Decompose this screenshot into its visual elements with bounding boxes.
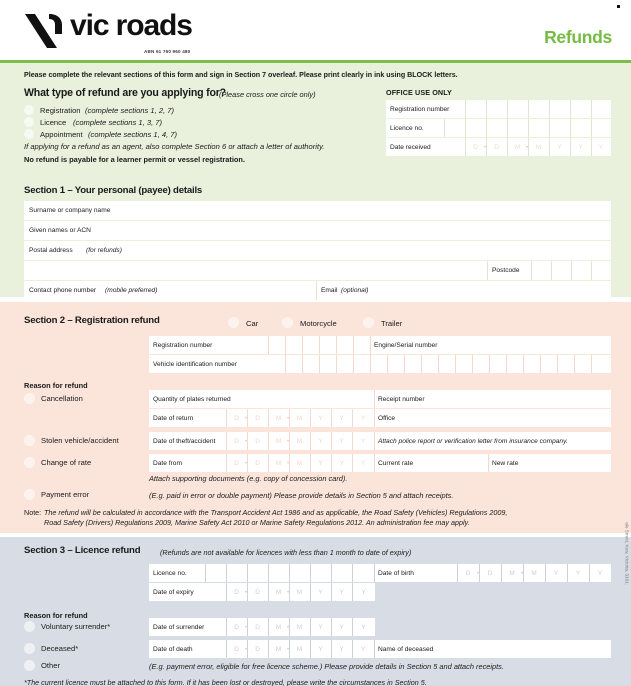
given-names-field[interactable] [24, 221, 611, 240]
engine-serial-label: Engine/Serial number [374, 342, 438, 349]
refund-type-question-hint: (Please cross one circle only) [219, 90, 316, 99]
dexp-y3: Y [361, 589, 366, 596]
section2-note-line1: The refund will be calculated in accordance with the Transport Accident Act 1986 and as applicable, the Road Safety (Vehicles) Regulations 2009, [44, 508, 508, 517]
radio-reason-stolen[interactable] [24, 435, 35, 446]
vicroads-wordmark: vic roads [70, 9, 192, 42]
reason-label-stolen: Stolen vehicle/accident [41, 436, 119, 445]
radio-voluntary-surrender[interactable] [24, 621, 35, 632]
section3-footnote: *The current licence must be attached to this form. If it has been lost or destroyed, please write the circumstances in Section 5. [24, 678, 427, 686]
supporting-docs-note: Attach supporting documents (e.g. copy of concession card). [149, 474, 348, 483]
office-licence-no-label: Licence no. [390, 125, 424, 132]
date-surrender-label: Date of surrender [153, 624, 205, 631]
no-refund-note: No refund is payable for a learner permit or vessel registration. [24, 155, 245, 164]
dob-m1: M [509, 570, 515, 577]
date-theft-label: Date of theft/accident [153, 438, 216, 445]
radio-vehicle-motorcycle[interactable] [282, 317, 293, 328]
dsur-m2: M [296, 624, 303, 631]
radio-deceased[interactable] [24, 643, 35, 654]
ddth-y3: Y [360, 646, 366, 653]
dfr-y3: Y [360, 460, 366, 467]
radio-appointment[interactable] [24, 129, 34, 139]
dth-d1: D [234, 438, 239, 445]
ddth-m1: M [275, 646, 282, 653]
reason-label-payment-error: Payment error [41, 490, 90, 499]
intro-instruction: Please complete the relevant sections of this form and sign in Section 7 overleaf. Please print clearly in ink using BLOCK letters. [24, 71, 458, 79]
dth-d2: D [255, 438, 260, 445]
option-label-licence: Licence [40, 118, 67, 127]
option-hint-licence: (complete sections 1, 3, 7) [73, 118, 163, 127]
dexp-m1: M [275, 589, 282, 596]
date-placeholder-y2: Y [578, 144, 583, 151]
dfr-m1: M [275, 460, 282, 467]
dth-m1: M [275, 438, 282, 445]
page-header [0, 0, 631, 60]
theft-attach-note: Attach police report or verification letter from insurance company. [378, 438, 568, 445]
option-label-appointment: Appointment [40, 130, 83, 139]
dret-y1: Y [318, 415, 323, 422]
option-label-registration: Registration [40, 106, 81, 115]
office-date-received-label: Date received [390, 144, 431, 151]
ddth-y2: Y [339, 646, 344, 653]
email-hint: (optional) [341, 287, 369, 294]
dret-d1: D [234, 415, 239, 422]
dfr-d2: D [255, 460, 260, 467]
dfr-d1: D [234, 460, 239, 467]
postcode-label: Postcode [492, 267, 520, 274]
refund-type-question: What type of refund are you applying for? [24, 87, 226, 99]
quantity-plates-label: Quantity of plates returned [153, 396, 231, 403]
vehicle-label-car: Car [246, 319, 259, 328]
dsur-y1: Y [318, 624, 323, 631]
payment-error-note: (E.g. paid in error or double payment) Please provide details in Section 5 and attach receipts. [149, 491, 454, 500]
receipt-number-label: Receipt number [378, 396, 425, 403]
dth-m2: M [296, 438, 303, 445]
dsur-d2: D [255, 624, 260, 631]
section3-heading: Section 3 – Licence refund [24, 545, 141, 556]
radio-reason-change-rate[interactable] [24, 457, 35, 468]
dexp-y2: Y [339, 589, 344, 596]
other-reason-note: (E.g. payment error, eligible for free licence scheme.) Please provide details in Section 5 and attach receipts. [149, 662, 504, 671]
ddth-m2: M [296, 646, 303, 653]
dth-y1: Y [318, 438, 323, 445]
section2-note-prefix: Note: [24, 508, 42, 517]
office-use-title: OFFICE USE ONLY [386, 88, 452, 97]
licence-no-label: Licence no. [153, 570, 187, 577]
form-page: vic roads ABN 61 760 960 480 Refunds Please complete the relevant sections of this form and sign in Section 7 overleaf. Please print clearly in ink using BLOCK letters. What type of refund are you applying for? (Please cross one circle only) Registration (complete sections 1, 2, 7) Licence (complete sections 1, 3, 7) Appointment (complete sections 1, 4, 7) If applying for a refund as an agent, also complete Section 6 or attach a letter of authority. No refund is payable for a learner permit or vessel registration. OFFICE USE ONLY Registration number Licence no. Date received D D M M Y Y Y • • Section 1 – Your personal (payee) details Surname or company name Given names or ACN Postal address (for refunds) Postcode Contact phone number (mobile preferred) Email (optional) Section 2 – Registration refund Car Motorcycle Trailer Registration number Engine/Serial number Vehicle identification number Reason for refund Cancellation Quantity of plates returned Receipt number Date of return D D M M Y Y Y • • Office Stolen vehicle/accident Date of theft/accident D D M M Y Y Y • • Attach police report or verification letter from insurance company. Change of rate Date from D D M M Y Y Y • • Current rate New rate Attach supporting documents (e.g. copy of concession card). Payment error (E.g. paid in error or double payment) Please provide details in Section 5 and attach receipts. Note: The refund will be calculated in accordance with the Transport Accident Act 1986 and as applicable, the Road Safety (Vehicles) Regulations 2009, Road Safety (Drivers) Regulations 2009, Marine Safety Act 2010 or Marine Safety Regulations 2012. An administration fee may apply. Section 3 – Licence refund (Refunds are not available for licences with less than 1 month to date of expiry) Licence no. Date of birth D D M M Y Y Y • • Date of expiry D D M M Y Y Y • • Reason for refund Voluntary surrender* Date of surrender D D M M Y Y Y • • Deceased* Date of death D D M M Y Y Y • • Name of deceased Other (E.g. payment error, eligible for free licence scheme.) Please provide details in Section 5 and attach receipts. *The current licence must be attached to this form. If it has been lost or destroyed, please write the circumstances in Section 5. ale Street, Kew, Victoria, 3101. [0, 0, 631, 686]
postal-address-label: Postal address [29, 247, 73, 254]
name-deceased-label: Name of deceased [378, 646, 434, 653]
dret-d2: D [255, 415, 260, 422]
dexp-d1: D [234, 589, 239, 596]
dret-m1: M [275, 415, 282, 422]
section2-note-line2: Road Safety (Drivers) Regulations 2009, Marine Safety Act 2010 or Marine Safety Regulations 2012. An administration fee may apply. [44, 518, 470, 527]
dfr-y2: Y [339, 460, 344, 467]
radio-vehicle-trailer[interactable] [363, 317, 374, 328]
dsur-y3: Y [361, 624, 366, 631]
section2-heading: Section 2 – Registration refund [24, 315, 160, 326]
date-placeholder-m1: M [514, 144, 521, 151]
abn-text: ABN 61 760 960 480 [144, 49, 191, 54]
reason-label-change-rate: Change of rate [41, 458, 92, 467]
dret-y3: Y [360, 415, 366, 422]
option-hint-appointment: (complete sections 1, 4, 7) [88, 130, 178, 139]
vin-label: Vehicle identification number [153, 361, 237, 368]
ddth-d1: D [234, 646, 239, 653]
phone-label: Contact phone number [29, 287, 97, 294]
radio-registration[interactable] [24, 105, 34, 115]
date-expiry-label: Date of expiry [153, 589, 194, 596]
dret-m2: M [296, 415, 303, 422]
section1-heading: Section 1 – Your personal (payee) details [24, 185, 203, 196]
radio-licence[interactable] [24, 117, 34, 127]
dob-y2: Y [575, 570, 581, 577]
postal-address-line2-field[interactable] [24, 261, 611, 280]
corner-mark-icon [617, 5, 620, 8]
page-title: Refunds [544, 27, 612, 47]
section3-reason-heading: Reason for refund [24, 611, 88, 620]
dexp-d2: D [255, 589, 260, 596]
date-placeholder-d1: D [473, 144, 478, 151]
radio-other[interactable] [24, 660, 35, 671]
dexp-y1: Y [318, 589, 323, 596]
date-return-label: Date of return [153, 415, 194, 422]
date-from-label: Date from [153, 460, 182, 467]
option-hint-registration: (complete sections 1, 2, 7) [85, 106, 175, 115]
phone-hint: (mobile preferred) [105, 287, 158, 294]
reason-label-other: Other [41, 661, 60, 670]
vicroads-logo-icon [24, 12, 70, 50]
registration-number-label: Registration number [153, 342, 213, 349]
dsur-y2: Y [339, 624, 344, 631]
surname-field[interactable] [24, 201, 611, 220]
dexp-m2: M [296, 589, 303, 596]
section2-reason-heading: Reason for refund [24, 381, 88, 390]
date-placeholder-m2: M [535, 144, 542, 151]
ddth-d2: D [255, 646, 260, 653]
dob-m2: M [531, 570, 537, 577]
section3-heading-hint: (Refunds are not available for licences with less than 1 month to date of expiry) [160, 548, 412, 557]
vicroads-logo [24, 10, 254, 58]
surname-label: Surname or company name [29, 207, 111, 214]
office-label-s2: Office [378, 415, 396, 422]
date-placeholder-y3: Y [598, 144, 604, 151]
office-registration-number-label: Registration number [390, 106, 450, 113]
edge-address-note: ale Street, Kew, Victoria, 3101. [625, 522, 630, 585]
vehicle-label-trailer: Trailer [381, 319, 403, 328]
dob-label: Date of birth [378, 570, 414, 577]
date-placeholder-y1: Y [557, 144, 562, 151]
radio-vehicle-car[interactable] [228, 317, 239, 328]
dth-y2: Y [339, 438, 344, 445]
date-placeholder-d2: D [494, 144, 499, 151]
dfr-y1: Y [318, 460, 323, 467]
date-death-label: Date of death [153, 646, 193, 653]
ddth-y1: Y [318, 646, 323, 653]
radio-reason-payment-error[interactable] [24, 489, 35, 500]
dret-y2: Y [339, 415, 344, 422]
agent-note: If applying for a refund as an agent, also complete Section 6 or attach a letter of authority. [24, 142, 325, 151]
email-label: Email [321, 287, 338, 294]
dob-d2: D [487, 570, 493, 577]
postal-address-hint: (for refunds) [86, 247, 122, 254]
vehicle-label-motorcycle: Motorcycle [300, 319, 337, 328]
current-rate-label: Current rate [378, 460, 414, 467]
dth-y3: Y [360, 438, 366, 445]
reason-label-deceased: Deceased* [41, 644, 79, 653]
radio-reason-cancellation[interactable] [24, 393, 35, 404]
reason-label-voluntary-surrender: Voluntary surrender* [41, 622, 111, 631]
given-names-label: Given names or ACN [29, 227, 91, 234]
dob-y1: Y [553, 570, 559, 577]
dob-d1: D [465, 570, 471, 577]
dsur-m1: M [275, 624, 282, 631]
reason-label-cancellation: Cancellation [41, 394, 83, 403]
dsur-d1: D [234, 624, 239, 631]
dfr-m2: M [296, 460, 303, 467]
new-rate-label: New rate [492, 460, 519, 467]
dob-y3: Y [597, 570, 603, 577]
